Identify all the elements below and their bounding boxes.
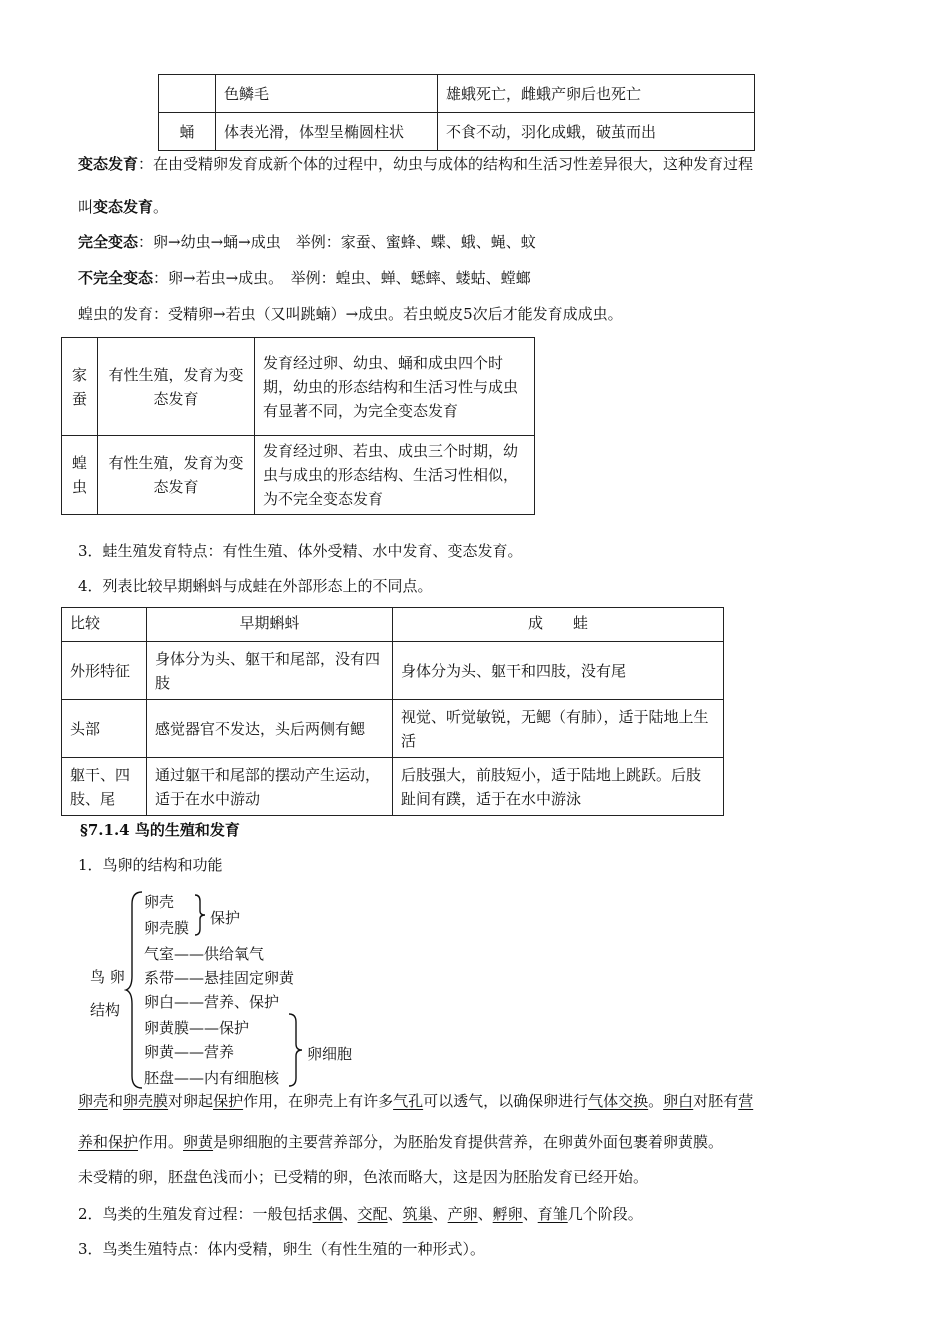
header-cell: 早期蝌蚪 xyxy=(147,608,393,642)
text: 是卵细胞的主要营养部分，为胚胎发育提供营养，在卵黄外面包裹着卵黄膜。 xyxy=(213,1133,724,1151)
item-cell: 外形特征 xyxy=(62,642,147,700)
text: 几个阶段。 xyxy=(567,1205,643,1223)
bird-reproduction-process xyxy=(78,1203,643,1225)
header-cell: 比较 xyxy=(62,608,147,642)
term-label: 完全变态 xyxy=(78,233,139,251)
egg-label: 鸟 卵 xyxy=(90,968,125,986)
feature-cell: 体表光滑，体型呈椭圆柱状 xyxy=(216,113,438,151)
table-row xyxy=(159,75,755,113)
stage: 求偶 xyxy=(312,1205,343,1223)
metamorphosis-definition-cont xyxy=(78,196,168,218)
text: 2．鸟类的生殖发育过程：一般包括 xyxy=(78,1205,313,1223)
moth-table xyxy=(158,74,755,151)
egg-function-paragraph xyxy=(78,1090,753,1112)
left-brace-icon xyxy=(124,890,144,1090)
text: 作用，在卵壳上有许多 xyxy=(243,1092,394,1110)
egg-function-paragraph-cont xyxy=(78,1131,723,1153)
tadpole-cell: 通过躯干和尾部的摆动产生运动，适于在水中游动 xyxy=(147,758,393,816)
egg-part: 胚盘——内有细胞核 xyxy=(144,1069,280,1087)
frog-features: 3．蛙生殖发育特点：有性生殖、体外受精、水中发育、变态发育。 xyxy=(78,542,523,560)
insect-comparison-table xyxy=(61,337,535,515)
term-label: 不完全变态 xyxy=(78,269,154,287)
term: 卵壳膜 xyxy=(123,1092,169,1110)
term: 保护 xyxy=(213,1092,244,1110)
text: 和 xyxy=(108,1092,124,1110)
table-row xyxy=(62,436,535,515)
tadpole-cell: 身体分为头、躯干和尾部，没有四肢 xyxy=(147,642,393,700)
repro-cell: 有性生殖，发育为变态发育 xyxy=(98,338,255,436)
term: 卵黄 xyxy=(183,1133,214,1151)
term-label: 变态发育 xyxy=(78,155,139,173)
metamorphosis-definition xyxy=(78,153,753,175)
sep: 、 xyxy=(432,1205,448,1223)
egg-label: 结构 xyxy=(90,1001,121,1019)
stage-cell xyxy=(159,75,216,113)
egg-part: 气室——供给氧气 xyxy=(144,945,265,963)
text: 作用。 xyxy=(138,1133,184,1151)
section-heading: §7.1.4 鸟的生殖和发育 xyxy=(80,821,240,839)
stage: 育雏 xyxy=(537,1205,568,1223)
term: 养和保护 xyxy=(78,1133,139,1151)
egg-part: 卵黄——营养 xyxy=(144,1043,235,1061)
sep: 、 xyxy=(477,1205,493,1223)
stage: 孵卵 xyxy=(492,1205,523,1223)
text: 叫 xyxy=(78,198,94,216)
desc-cell: 发育经过卵、若虫、成虫三个时期，幼虫与成虫的形态结构、生活习性相似，为不完全变态发育 xyxy=(255,436,535,515)
right-brace-icon xyxy=(193,893,207,937)
tadpole-frog-table xyxy=(61,607,724,816)
egg-heading: 1．鸟卵的结构和功能 xyxy=(78,856,223,874)
sep: 、 xyxy=(342,1205,358,1223)
table-row xyxy=(159,113,755,151)
egg-cell-label: 卵细胞 xyxy=(307,1045,353,1063)
desc-cell: 发育经过卵、幼虫、蛹和成虫四个时期，幼虫的形态结构和生活习性与成虫有显著不同，为完全变态发育 xyxy=(255,338,535,436)
sep: 、 xyxy=(522,1205,538,1223)
term-bold: 变态发育 xyxy=(93,198,154,216)
repro-cell: 有性生殖，发育为变态发育 xyxy=(98,436,255,515)
item-cell: 头部 xyxy=(62,700,147,758)
definition-text: ：在由受精卵发育成新个体的过程中，幼虫与成体的结构和生活习性差异很大，这种发育过程 xyxy=(138,155,754,173)
text: 。 xyxy=(153,198,169,216)
stage: 产卵 xyxy=(447,1205,478,1223)
name-cell: 家蚕 xyxy=(62,338,98,436)
complete-metamorphosis xyxy=(78,231,536,253)
frog-cell: 后肢强大，前肢短小，适于陆地上跳跃。后肢趾间有蹼，适于在水中游泳 xyxy=(393,758,724,816)
header-cell: 成 蛙 xyxy=(393,608,724,642)
bird-reproduction-features: 3．鸟类生殖特点：体内受精，卵生（有性生殖的一种形式）。 xyxy=(78,1240,486,1258)
egg-part: 系带——悬挂固定卵黄 xyxy=(144,969,295,987)
stage: 交配 xyxy=(357,1205,388,1223)
frog-compare-instruction: 4．列表比较早期蝌蚪与成蛙在外部形态上的不同点。 xyxy=(78,577,433,595)
frog-cell: 身体分为头、躯干和四肢，没有尾 xyxy=(393,642,724,700)
table-row xyxy=(62,758,724,816)
name-cell: 蝗虫 xyxy=(62,436,98,515)
text: ：卵→若虫→成虫。 举例：蝗虫、蝉、蟋蟀、蝼蛄、螳螂 xyxy=(153,269,531,287)
incomplete-metamorphosis xyxy=(78,267,531,289)
feature-cell: 色鳞毛 xyxy=(216,75,438,113)
term: 营 xyxy=(738,1092,754,1110)
fertilized-egg-note: 未受精的卵，胚盘色浅而小；已受精的卵，色浓而略大，这是因为胚胎发育已经开始。 xyxy=(78,1168,649,1186)
sep: 、 xyxy=(387,1205,403,1223)
egg-part: 卵白——营养、保护 xyxy=(144,993,280,1011)
text: 可以透气，以确保卵进行 xyxy=(423,1092,589,1110)
text: 对胚有 xyxy=(693,1092,739,1110)
protect-label: 保护 xyxy=(210,909,241,927)
egg-part: 卵壳 xyxy=(144,893,175,911)
tadpole-cell: 感觉器官不发达，头后两侧有鳃 xyxy=(147,700,393,758)
frog-cell: 视觉、听觉敏锐，无鳃（有肺），适于陆地上生活 xyxy=(393,700,724,758)
stage-cell: 蛹 xyxy=(159,113,216,151)
table-row xyxy=(62,700,724,758)
term: 卵白 xyxy=(663,1092,694,1110)
term: 卵壳 xyxy=(78,1092,109,1110)
note-cell: 雄蛾死亡，雌蛾产卵后也死亡 xyxy=(438,75,755,113)
stage: 筑巢 xyxy=(402,1205,433,1223)
note-cell: 不食不动，羽化成蛾，破茧而出 xyxy=(438,113,755,151)
item-cell: 躯干、四肢、尾 xyxy=(62,758,147,816)
locust-development: 蝗虫的发育：受精卵→若虫（又叫跳蝻）→成虫。若虫蜕皮5次后才能发育成成虫。 xyxy=(78,305,623,323)
table-row xyxy=(62,642,724,700)
right-brace-icon xyxy=(287,1012,305,1088)
egg-part: 卵壳膜 xyxy=(144,919,190,937)
text: 。 xyxy=(648,1092,664,1110)
text: 对卵起 xyxy=(168,1092,214,1110)
table-header-row xyxy=(62,608,724,642)
term: 气体交换 xyxy=(588,1092,649,1110)
term: 气孔 xyxy=(393,1092,424,1110)
text: ：卵→幼虫→蛹→成虫 举例：家蚕、蜜蜂、蝶、蛾、蝇、蚊 xyxy=(138,233,536,251)
table-row xyxy=(62,338,535,436)
egg-part: 卵黄膜——保护 xyxy=(144,1019,250,1037)
